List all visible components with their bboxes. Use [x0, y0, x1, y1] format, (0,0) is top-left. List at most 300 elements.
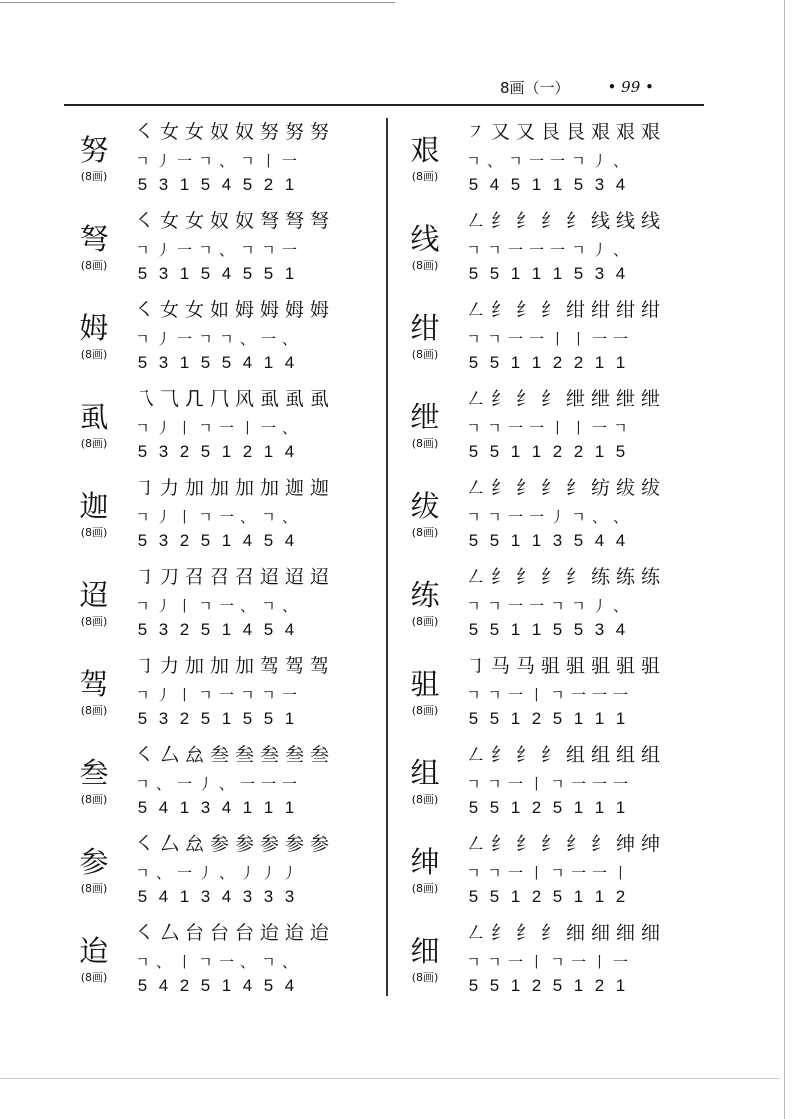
stroke-code: 1: [531, 353, 542, 372]
stroke-code-row: [463, 797, 703, 819]
stroke-shape: 丿: [260, 864, 276, 882]
stroke-shapes-row: [132, 597, 372, 615]
stroke-shape: 、: [218, 152, 234, 170]
stroke-shape: 一: [528, 330, 544, 348]
stroke-shape: ㄱ: [571, 597, 586, 615]
stroke-shape: 丿: [281, 864, 297, 882]
stroke-code: 1: [221, 709, 232, 728]
stroke-shape: 一: [281, 686, 297, 704]
stroke-code: 1: [510, 976, 521, 995]
stroke-shape: 、: [612, 241, 628, 259]
stroke-shape: 一: [528, 152, 544, 170]
stroke-step: 驵: [615, 655, 635, 677]
stroke-shape: 一: [591, 775, 607, 793]
stroke-step: 虱: [309, 388, 329, 410]
stroke-step: 力: [159, 655, 179, 677]
stroke-code: 5: [200, 175, 211, 194]
character-entry: [64, 474, 374, 562]
stroke-shape: 丨: [176, 508, 192, 526]
stroke-shape: ㄱ: [261, 953, 276, 971]
stroke-code: 4: [242, 531, 253, 550]
stroke-shape: 一: [260, 330, 276, 348]
stroke-code: 2: [179, 531, 190, 550]
stroke-shape: 丿: [591, 152, 607, 170]
stroke-code: 4: [158, 887, 169, 906]
stroke-shape: ㄱ: [198, 241, 213, 259]
stroke-code: 5: [489, 976, 500, 995]
character-entry: [395, 830, 705, 918]
stroke-step: 艮: [565, 121, 585, 143]
stroke-shape: ㄱ: [487, 419, 502, 437]
stroke-code: 5: [573, 531, 584, 550]
stroke-code: 5: [200, 976, 211, 995]
stroke-shape: ㄱ: [613, 419, 628, 437]
stroke-shape: 丨: [176, 686, 192, 704]
stroke-step: 台: [209, 922, 229, 944]
stroke-shape: ㄱ: [261, 686, 276, 704]
stroke-code: 5: [137, 264, 148, 283]
stroke-code: 2: [179, 709, 190, 728]
stroke-shapes-row: [132, 686, 372, 704]
stroke-shapes-row: [463, 686, 703, 704]
stroke-shape: 、: [239, 953, 255, 971]
stroke-code: 3: [158, 175, 169, 194]
stroke-step: 纟: [515, 566, 535, 588]
stroke-shape: 丨: [528, 775, 544, 793]
stroke-code: 4: [284, 442, 295, 461]
column-divider: [386, 118, 388, 996]
stroke-shape: 、: [612, 152, 628, 170]
stroke-code: 5: [468, 976, 479, 995]
stroke-shapes-row: [132, 241, 372, 259]
stroke-count-label: (8画): [80, 526, 108, 539]
stroke-code: 1: [179, 798, 190, 817]
stroke-count-label: (8画): [80, 704, 108, 717]
stroke-code-row: [463, 530, 703, 552]
stroke-code: 5: [137, 976, 148, 995]
stroke-code-row: [463, 174, 703, 196]
stroke-shape: ㄱ: [466, 152, 481, 170]
bottom-rule: [0, 1078, 780, 1079]
stroke-shapes-row: [463, 241, 703, 259]
stroke-shape: ㄱ: [466, 686, 481, 704]
stroke-shape: 一: [507, 864, 523, 882]
stroke-step: 弩: [309, 210, 329, 232]
stroke-code: 5: [137, 442, 148, 461]
entry-character: 弩: [79, 222, 109, 256]
stroke-shape: 一: [549, 241, 565, 259]
character-entry: [64, 207, 374, 295]
top-scan-line: [0, 2, 395, 3]
stroke-step: 参: [309, 833, 329, 855]
stroke-shape: 、: [155, 864, 171, 882]
stroke-step: 绀: [565, 299, 585, 321]
stroke-shape: 一: [218, 508, 234, 526]
stroke-step: 绀: [590, 299, 610, 321]
stroke-step: 纟: [490, 477, 510, 499]
stroke-order-steps: [463, 652, 703, 680]
stroke-shape: ㄱ: [135, 241, 150, 259]
stroke-shape: ㄱ: [135, 953, 150, 971]
stroke-step: 纟: [540, 477, 560, 499]
stroke-step: 驾: [259, 655, 279, 677]
character-entry: [395, 296, 705, 384]
stroke-step: 女: [184, 299, 204, 321]
stroke-step: 艰: [640, 121, 660, 143]
stroke-code: 1: [221, 976, 232, 995]
stroke-step: 叁: [284, 744, 304, 766]
stroke-step: 纟: [490, 566, 510, 588]
stroke-code: 4: [221, 887, 232, 906]
stroke-shape: 一: [507, 775, 523, 793]
stroke-code: 5: [200, 353, 211, 372]
stroke-shape: ㄱ: [508, 152, 523, 170]
stroke-step: 纟: [490, 299, 510, 321]
stroke-step: 纟: [490, 388, 510, 410]
stroke-code: 5: [200, 264, 211, 283]
stroke-step: ㇜: [465, 477, 485, 499]
stroke-step: 参: [234, 833, 254, 855]
stroke-shape: ㄱ: [135, 864, 150, 882]
header-rule: [64, 104, 704, 106]
entry-character: 线: [410, 222, 440, 256]
character-entry: [64, 741, 374, 829]
stroke-shape: ㄱ: [487, 775, 502, 793]
stroke-step: 厶: [159, 922, 179, 944]
stroke-step: 𠘨: [209, 388, 229, 410]
stroke-step: 纟: [565, 833, 585, 855]
stroke-code-row: [132, 797, 372, 819]
stroke-step: 纟: [540, 210, 560, 232]
stroke-step: 女: [159, 121, 179, 143]
stroke-step: 奴: [234, 210, 254, 232]
stroke-step: 加: [209, 655, 229, 677]
stroke-code: 2: [179, 620, 190, 639]
stroke-shape: ㄱ: [550, 686, 565, 704]
stroke-code: 5: [468, 531, 479, 550]
stroke-code: 1: [221, 620, 232, 639]
stroke-code: 5: [200, 531, 211, 550]
stroke-count-label: (8画): [411, 526, 439, 539]
stroke-shape: 丿: [155, 508, 171, 526]
stroke-order-steps: [132, 741, 372, 769]
stroke-step: 绁: [640, 388, 660, 410]
stroke-code-row: [132, 708, 372, 730]
character-entry: [64, 830, 374, 918]
stroke-code: 5: [552, 887, 563, 906]
stroke-count-label: (8画): [80, 882, 108, 895]
stroke-code: 1: [510, 709, 521, 728]
stroke-code-row: [132, 352, 372, 374]
stroke-code-row: [463, 619, 703, 641]
stroke-code: 5: [573, 620, 584, 639]
stroke-shape: 、: [486, 152, 502, 170]
entry-character: 努: [79, 133, 109, 167]
stroke-code-row: [132, 441, 372, 463]
character-entry: [395, 118, 705, 206]
stroke-shape: 一: [507, 953, 523, 971]
stroke-shape: ㄱ: [466, 864, 481, 882]
stroke-count-label: (8画): [80, 437, 108, 450]
entry-character: 细: [410, 934, 440, 968]
stroke-step: 细: [565, 922, 585, 944]
stroke-step: ㇆: [134, 477, 154, 499]
stroke-code: 1: [510, 531, 521, 550]
stroke-code-row: [463, 263, 703, 285]
stroke-code: 3: [263, 887, 274, 906]
stroke-step: 又: [515, 121, 535, 143]
stroke-shape: ㄱ: [135, 597, 150, 615]
stroke-code: 1: [242, 798, 253, 817]
stroke-code: 1: [510, 353, 521, 372]
stroke-step: 姆: [284, 299, 304, 321]
stroke-code: 1: [594, 442, 605, 461]
stroke-step: 奴: [209, 210, 229, 232]
stroke-step: 线: [640, 210, 660, 232]
stroke-code: 5: [468, 709, 479, 728]
page-edge-line: [784, 0, 785, 1119]
stroke-count-label: (8画): [411, 882, 439, 895]
stroke-shape: ㄱ: [550, 597, 565, 615]
character-entry: [64, 385, 374, 473]
stroke-code: 5: [263, 976, 274, 995]
stroke-code: 2: [531, 798, 542, 817]
stroke-shape: 丿: [197, 775, 213, 793]
stroke-order-steps: [132, 652, 372, 680]
stroke-code: 1: [594, 887, 605, 906]
stroke-shapes-row: [463, 775, 703, 793]
stroke-shape: 一: [176, 152, 192, 170]
stroke-code: 5: [137, 353, 148, 372]
stroke-shapes-row: [463, 508, 703, 526]
stroke-code: 4: [221, 175, 232, 194]
stroke-shape: 一: [507, 686, 523, 704]
stroke-order-steps: [132, 919, 372, 947]
stroke-step: 纟: [490, 833, 510, 855]
stroke-shape: 、: [281, 330, 297, 348]
stroke-code: 1: [510, 442, 521, 461]
stroke-shape: 一: [281, 241, 297, 259]
entry-character: 姆: [79, 311, 109, 345]
character-entry: [395, 474, 705, 562]
stroke-shape: 一: [176, 241, 192, 259]
stroke-code: 5: [552, 709, 563, 728]
stroke-shape: ㄱ: [240, 241, 255, 259]
stroke-code: 1: [263, 353, 274, 372]
stroke-shapes-row: [132, 864, 372, 882]
stroke-shape: ㄱ: [487, 241, 502, 259]
stroke-code: 3: [242, 887, 253, 906]
stroke-code: 5: [468, 798, 479, 817]
stroke-code: 5: [242, 264, 253, 283]
stroke-shape: 丨: [239, 419, 255, 437]
stroke-code: 5: [489, 709, 500, 728]
stroke-shape: 、: [281, 953, 297, 971]
stroke-step: ㇆: [134, 655, 154, 677]
stroke-shape: 、: [155, 775, 171, 793]
stroke-shape: 一: [507, 597, 523, 615]
stroke-step: 组: [640, 744, 660, 766]
stroke-shape: 一: [218, 686, 234, 704]
stroke-shape: ㄱ: [466, 953, 481, 971]
stroke-shape: ㄱ: [135, 419, 150, 437]
stroke-count-label: (8画): [80, 348, 108, 361]
stroke-shape: ㄱ: [466, 241, 481, 259]
stroke-step: 厽: [184, 833, 204, 855]
stroke-step: 乁: [134, 388, 154, 410]
stroke-shape: ㄱ: [466, 508, 481, 526]
stroke-code: 1: [573, 798, 584, 817]
stroke-shape: ㄱ: [487, 597, 502, 615]
stroke-step: 虱: [284, 388, 304, 410]
stroke-code: 4: [284, 531, 295, 550]
stroke-code: 1: [510, 798, 521, 817]
stroke-shape: 一: [591, 686, 607, 704]
stroke-step: 纟: [540, 566, 560, 588]
stroke-step: 纟: [515, 744, 535, 766]
stroke-step: 加: [259, 477, 279, 499]
stroke-step: 线: [615, 210, 635, 232]
stroke-code: 5: [242, 175, 253, 194]
stroke-step: 努: [259, 121, 279, 143]
stroke-step: 迨: [309, 922, 329, 944]
stroke-step: 姆: [309, 299, 329, 321]
stroke-code: 3: [594, 620, 605, 639]
stroke-code: 1: [510, 264, 521, 283]
stroke-shape: 丨: [549, 419, 565, 437]
stroke-count-label: (8画): [80, 170, 108, 183]
stroke-code: 3: [158, 531, 169, 550]
stroke-step: ㇛: [134, 210, 154, 232]
character-entry: [64, 118, 374, 206]
stroke-count-label: (8画): [80, 971, 108, 984]
stroke-order-steps: [132, 830, 372, 858]
stroke-shape: 一: [507, 330, 523, 348]
stroke-shape: 一: [549, 152, 565, 170]
stroke-step: 纟: [540, 833, 560, 855]
stroke-shape: ㄱ: [198, 152, 213, 170]
stroke-step: 加: [209, 477, 229, 499]
character-entry: [64, 919, 374, 1007]
stroke-shape: 丨: [528, 953, 544, 971]
stroke-code: 2: [573, 353, 584, 372]
stroke-code: 1: [531, 620, 542, 639]
stroke-count-label: (8画): [411, 704, 439, 717]
stroke-code: 4: [615, 175, 626, 194]
stroke-shape: ㄱ: [135, 508, 150, 526]
stroke-count-label: (8画): [411, 793, 439, 806]
stroke-code-row: [463, 352, 703, 374]
stroke-code: 5: [263, 531, 274, 550]
stroke-order-steps: [132, 563, 372, 591]
stroke-code: 4: [284, 976, 295, 995]
stroke-code: 2: [179, 442, 190, 461]
stroke-step: 细: [590, 922, 610, 944]
stroke-shape: 一: [570, 953, 586, 971]
stroke-shape: 一: [612, 330, 628, 348]
stroke-step: 台: [184, 922, 204, 944]
stroke-shape: 一: [612, 953, 628, 971]
stroke-code-row: [132, 263, 372, 285]
stroke-shape: ㄱ: [487, 508, 502, 526]
stroke-shape: ㄱ: [571, 508, 586, 526]
stroke-step: 艰: [590, 121, 610, 143]
stroke-step: 女: [159, 210, 179, 232]
stroke-step: 风: [234, 388, 254, 410]
stroke-step: 练: [640, 566, 660, 588]
stroke-step: ㇆: [134, 566, 154, 588]
stroke-code: 1: [531, 264, 542, 283]
stroke-code: 5: [489, 264, 500, 283]
stroke-step: 召: [184, 566, 204, 588]
entry-character: 绅: [410, 845, 440, 879]
stroke-code: 5: [489, 887, 500, 906]
stroke-shape: 丿: [591, 597, 607, 615]
stroke-code: 5: [137, 620, 148, 639]
character-entry: [395, 652, 705, 740]
stroke-step: 细: [640, 922, 660, 944]
stroke-code: 5: [489, 620, 500, 639]
stroke-shape: 丿: [549, 508, 565, 526]
stroke-shape: ㄱ: [550, 953, 565, 971]
stroke-step: 迨: [284, 922, 304, 944]
stroke-step: ㇛: [134, 922, 154, 944]
stroke-step: 奴: [209, 121, 229, 143]
entry-character: 迦: [79, 489, 109, 523]
stroke-step: 奴: [234, 121, 254, 143]
stroke-code: 4: [284, 620, 295, 639]
stroke-code: 1: [615, 976, 626, 995]
stroke-count-label: (8画): [411, 437, 439, 450]
stroke-step: ㇛: [134, 833, 154, 855]
stroke-code: 1: [615, 353, 626, 372]
stroke-step: ㇜: [465, 744, 485, 766]
stroke-step: 细: [615, 922, 635, 944]
stroke-step: 参: [259, 833, 279, 855]
stroke-code: 3: [158, 264, 169, 283]
stroke-shape: 一: [218, 419, 234, 437]
stroke-code: 1: [531, 175, 542, 194]
entry-character: 驾: [79, 667, 109, 701]
stroke-step: 纟: [490, 922, 510, 944]
stroke-shape: 丨: [176, 597, 192, 615]
stroke-code: 2: [573, 442, 584, 461]
stroke-step: 驵: [590, 655, 610, 677]
stroke-shape: 一: [612, 775, 628, 793]
stroke-code: 5: [137, 175, 148, 194]
stroke-shape: 、: [612, 597, 628, 615]
stroke-step: 绁: [615, 388, 635, 410]
stroke-shape: 一: [528, 508, 544, 526]
entry-character: 练: [410, 578, 440, 612]
stroke-code: 1: [615, 709, 626, 728]
stroke-step: 迦: [309, 477, 329, 499]
stroke-code: 3: [200, 798, 211, 817]
stroke-shape: 一: [176, 864, 192, 882]
stroke-count-label: (8画): [411, 615, 439, 628]
stroke-shapes-row: [132, 419, 372, 437]
character-entry: [395, 207, 705, 295]
stroke-step: 弩: [259, 210, 279, 232]
stroke-step: 加: [184, 655, 204, 677]
stroke-step: 叁: [209, 744, 229, 766]
stroke-shape: 丿: [155, 597, 171, 615]
stroke-code: 2: [531, 976, 542, 995]
stroke-code: 5: [263, 620, 274, 639]
entry-character: 驵: [410, 667, 440, 701]
entry-character: 叁: [79, 756, 109, 790]
stroke-step: 驾: [309, 655, 329, 677]
